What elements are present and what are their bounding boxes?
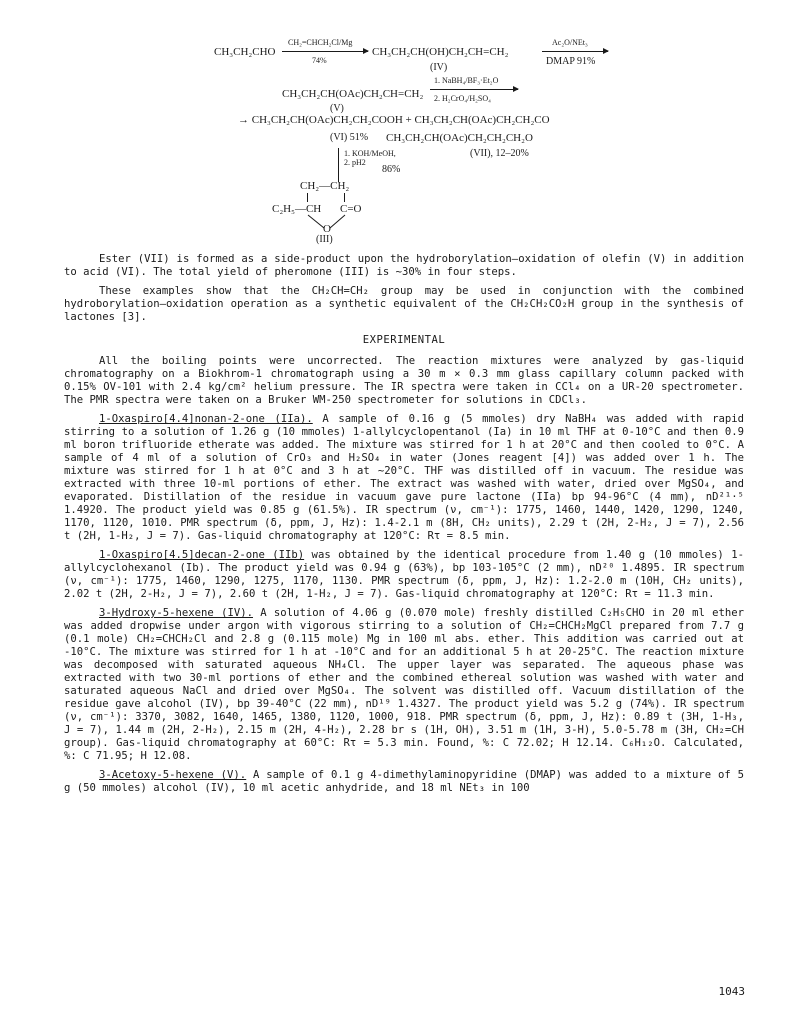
compound-v: CH₃CH₂CH(OAc)CH₂CH=CH₂ [282,88,424,100]
compound-vii: CH₃CH₂CH(OAc)CH₂CH₂CH₂O [386,132,533,144]
ring-left: C₂H₅—CH [272,203,322,215]
label-vi: (VI) 51% [330,132,369,143]
paragraph-ester: Ester (VII) is formed as a side-product upon the hydroborylation–oxidation of olefin (V) in addition to acid (VI). The total yield of pheromone (III) is ~30% in four steps. [64,253,744,278]
ring-carbonyl: C=O [340,203,362,215]
ring-top: CH₂—CH₂ [300,180,350,192]
paragraph-iib [64,549,744,601]
products-vi-vii: → CH₃CH₂CH(OAc)CH₂CH₂COOH + CH₃CH₂CH(OAc)CH₂CH₂CO [238,114,550,126]
paragraph-iv-text: A solution of 4.06 g (0.070 mole) freshly distilled C₂H₅CHO in 20 ml ether was added dropwise under argon with vigorous stirring to a solution of CH₂=CHCH₂MgCl prepared from 7.7 g (0.1 mole) CH₂=CHCH₂Cl and 2.8 g (0.115 mole) Mg in 100 ml abs. ether. This addition was carried out at -10°C. The mixture was stirred for 1 h at -10°C and for an additional 5 h at 20-25°C. The reaction mixture was decomposed with saturated aqueous NH₄Cl. The upper layer was separated. The aqueous phase was extracted with two 30-ml portions of ether and the combined ethereal solution was washed with water and saturated aqueous NaCl and dried over MgSO₄. The solvent was distilled off. Vacuum distillation of the residue gave alcohol (IV), bp 39-40°C (22 mm), nD¹⁹ 1.4327. The product yield was 5.2 g (74%). IR spectrum (ν, cm⁻¹): 3370, 3082, 1640, 1465, 1380, 1120, 1000, 918. PMR spectrum (δ, ppm, J, Hz): 0.89 t (3H, 1-H₃, J = 7), 1.44 m (2H, 2-H₂), 2.15 m (2H, 4-H₂), 2.28 br s (1H, OH), 3.51 m (1H, 3-H), 5.0-5.78 m (3H, CH₂=CH group). Gas-liquid chromatography at 60°C: Rτ = 5.3 min. Found, %: C 72.02; H 12.14. C₆H₁₂O. Calculated, %: C 71.95; H 12.08. [64,607,744,762]
page-number: 1043 [718,985,745,998]
reagent-grignard: CH₂=CHCH₂Cl/Mg [288,38,353,47]
vertical-arrow [338,148,339,182]
reagent-oxidation: 2. H₂CrO₄/H₂SO₄ [434,94,491,103]
yield-step1: 74% [312,56,327,65]
reagent-hydroboration: 1. NaBH₄/BF₃·Et₂O [434,76,499,85]
yield-step2: DMAP 91% [546,56,596,67]
paragraph-iv [64,607,744,763]
compound-name-v: 3-Acetoxy-5-hexene (V). [99,769,247,781]
reaction-arrow [542,51,608,52]
paragraph-v-text: A sample of 0.1 g 4-dimethylaminopyridine (DMAP) was added to a mixture of 5 g (50 mmoles) alcohol (IV), 10 ml acetic anhydride, and 18 ml NEt₃ in 100 [64,769,744,794]
reagent-acidify: 2. pH2 [344,158,366,167]
compound-name-iia: 1-Oxaspiro[4.4]nonan-2-one (IIa). [99,413,313,425]
reagent-hydrolysis: 1. KOH/MeOH, [344,149,396,158]
compound-iv: CH₃CH₂CH(OH)CH₂CH=CH₂ [372,46,509,58]
label-v: (V) [330,103,344,114]
section-heading: EXPERIMENTAL [362,334,446,346]
paragraph-iia-text: A sample of 0.16 g (5 mmoles) dry NaBH₄ was added with rapid stirring to a solution of 1.26 g (10 mmoles) 1-allylcyclopentanol (Ia) in 10 ml THF at 0-10°C and then 0.9 ml boron trifluoride etherate was added. The mixture was stirred for 1 h at 20°C and then cooled to 0°C. A sample of 4 ml of a solution of CrO₃ and H₂SO₄ in water (Jones reagent [4]) was added over 1 h. The mixture was stirred for 1 h at 0°C and 3 h at ~20°C. THF was distilled off in vacuum. The residue was extracted with three 10-ml portions of ether. The extract was washed with water, dried over MgSO₄, and evaporated. Distillation of the residue in vacuum gave pure lactone (IIa) bp 94-96°C (4 mm), nD²¹·⁵ 1.4920. The product yield was 0.85 g (61.5%). IR spectrum (ν, cm⁻¹): 1775, 1460, 1440, 1420, 1290, 1240, 1170, 1120, 1010. PMR spectrum (δ, ppm, J, Hz): 1.4-2.1 m (8H, CH₂ units), 2.29 t (2H, 2-H₂, J = 7), 2.56 t (2H, 1-H₂, J = 7). Gas-liquid chromatography at 120°C: Rτ = 8.5 min. [64,413,744,542]
reaction-arrow [282,51,368,52]
label-iv: (IV) [430,62,448,73]
body-text [64,253,744,801]
compound-name-iv: 3-Hydroxy-5-hexene (IV). [99,607,253,619]
ring-oxygen: O [323,223,331,235]
label-vii: (VII), 12–20% [470,148,529,159]
compound-name-iib: 1-Oxaspiro[4.5]decan-2-one (IIb) [99,549,305,561]
paragraph-iia [64,413,744,543]
paragraph-examples: These examples show that the CH₂CH=CH₂ group may be used in conjunction with the combined hydroborylation–oxidation operation as a synthetic equivalent of the CH₂CH₂CO₂H group in the synthesis of lactones [3]. [64,285,744,323]
paragraph-iib-text: was obtained by the identical procedure from 1.40 g (10 mmoles) 1-allylcyclohexanol (Ib). The product yield was 0.94 g (63%), bp 103-105°C (2 mm), nD²⁰ 1.4895. IR spectrum (ν, cm⁻¹): 1775, 1460, 1290, 1275, 1170, 1130. PMR spectrum (δ, ppm, J, Hz): 1.2-2.0 m (10H, CH₂ units), 2.02 t (2H, 2-H₂, J = 7), 2.60 t (2H, 1-H₂, J = 7). Gas-liquid chromatography at 120°C: Rτ = 11.3 min. [64,549,744,600]
label-iii: (III) [316,234,333,245]
reaction-arrow [430,89,518,90]
ring-bond [307,193,308,202]
start-compound: CH₃CH₂CHO [214,46,276,58]
reagent-acetylation: Ac₂O/NEt₃ [552,38,588,47]
ring-bond [344,193,345,202]
reaction-scheme [0,0,807,245]
yield-step4: 86% [382,164,401,175]
paragraph-v [64,769,744,795]
paragraph-methods: All the boiling points were uncorrected. The reaction mixtures were analyzed by gas-liquid chromatography on a Biokhrom-1 chromatograph using a 30 m × 0.3 mm glass capillary column packed with 0.15% OV-101 with 2.4 kg/cm² helium pressure. The IR spectra were taken in CCl₄ on a UR-20 spectrometer. The PMR spectra were taken on a Bruker WM-250 spectrometer for solutions in CDCl₃. [64,355,744,406]
